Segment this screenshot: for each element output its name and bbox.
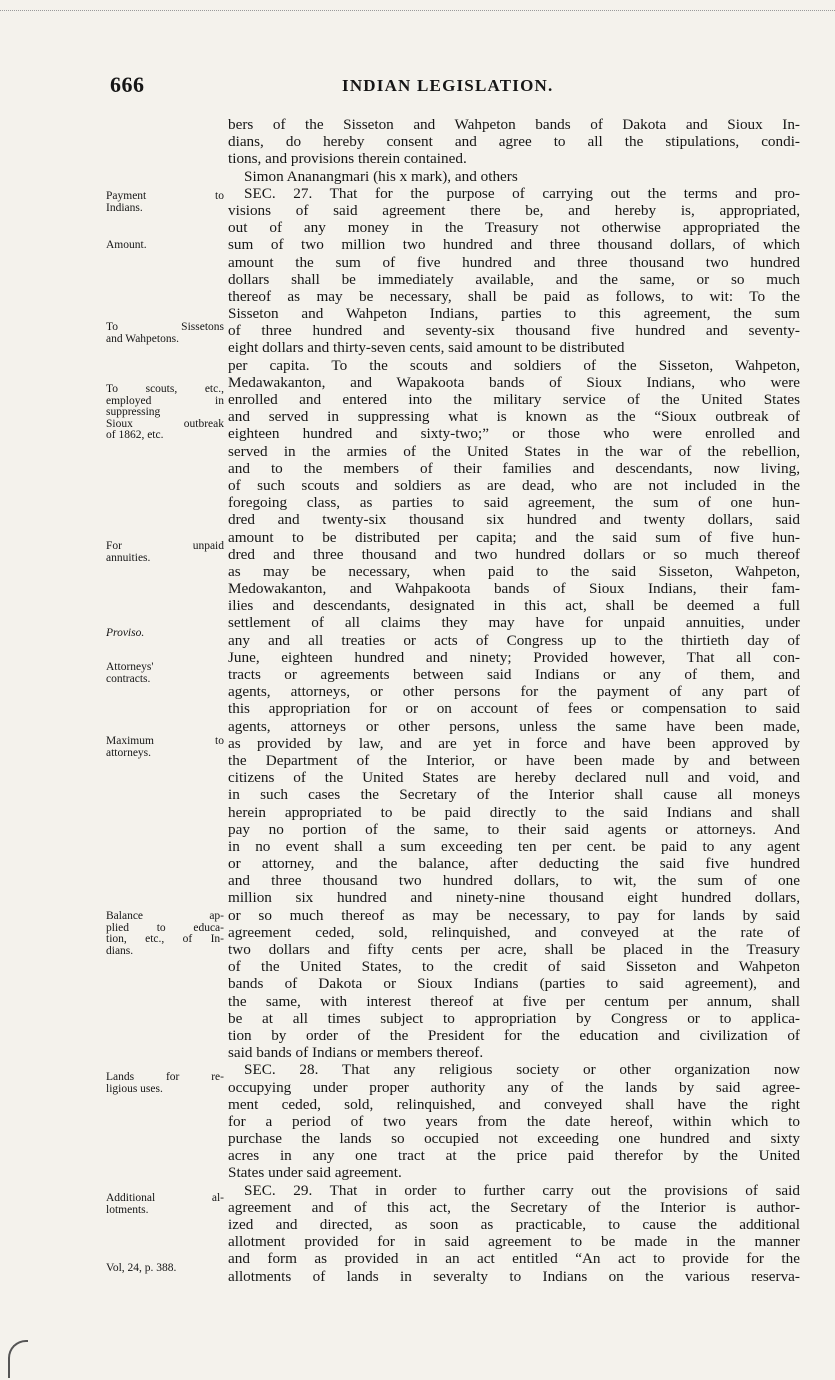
body-line: amount to be distributed per capita; and the said sum of five hun- bbox=[228, 528, 800, 546]
body-line: and three thousand two hundred dollars, to wit, the sum of one bbox=[228, 872, 800, 890]
margin-note-payment bbox=[106, 191, 224, 214]
body-line: herein appropriated to be paid directly to the said Indians and shall bbox=[228, 803, 800, 821]
margin-note-line: To Sissetons bbox=[106, 321, 224, 333]
body-line: visions of said agreement there be, and hereby is, appropriated, bbox=[228, 201, 800, 219]
body-line: dians, do hereby consent and agree to all the stipulations, condi- bbox=[228, 133, 800, 151]
body-line: tions, and provisions therein contained. bbox=[228, 150, 467, 168]
body-line: sum of two million two hundred and three thousand dollars, of which bbox=[228, 236, 800, 254]
margin-note-line: Additional al- bbox=[106, 1192, 224, 1204]
page-corner-mark bbox=[8, 1340, 28, 1378]
body-line: amount the sum of five hundred and three thousand two hundred bbox=[228, 253, 800, 271]
body-line: as provided by law, and are yet in force and have been approved by bbox=[228, 734, 800, 752]
body-line: in no event shall a sum exceeding ten per cent. be paid to any agent bbox=[228, 837, 800, 855]
body-line: agents, attorneys or other persons, unless the same have been made, bbox=[228, 717, 800, 735]
margin-note-line: Sioux outbreak bbox=[106, 417, 224, 430]
body-line: per capita. To the scouts and soldiers of the Sisseton, Wahpeton, bbox=[228, 356, 800, 374]
body-line: out of any money in the Treasury not otherwise appropriated the bbox=[228, 219, 800, 237]
margin-note-line: attorneys. bbox=[106, 746, 152, 759]
margin-note-line: Payment to bbox=[106, 190, 224, 202]
body-line: and form as provided in an act entitled “An act to provide for the bbox=[228, 1250, 800, 1268]
body-line: and to the members of their families and descendants, now living, bbox=[228, 459, 800, 477]
margin-note-line: employed in bbox=[106, 394, 224, 407]
body-line: or so much thereof as may be necessary, to pay for lands by said bbox=[228, 906, 800, 924]
body-line: the Department of the Interior, or have been made by and between bbox=[228, 751, 800, 769]
body-line: bers of the Sisseton and Wahpeton bands of Dakota and Sioux In- bbox=[228, 116, 800, 133]
body-line: SEC. 29. That in order to further carry out the provisions of said bbox=[244, 1181, 800, 1199]
margin-note-line: dians. bbox=[106, 944, 134, 957]
body-line: eight dollars and thirty-seven cents, said amount to be distributed bbox=[228, 339, 625, 357]
body-line: as may be necessary, when paid to the said Sisseton, Wahpeton, bbox=[228, 562, 800, 580]
body-line: two dollars and fifty cents per acre, shall be placed in the Treasury bbox=[228, 941, 800, 958]
body-line: for a period of two years from the date hereof, within which to bbox=[228, 1112, 800, 1130]
running-title: INDIAN LEGISLATION. bbox=[342, 76, 554, 95]
body-line: dollars shall be immediately available, and the same, or so much bbox=[228, 270, 800, 288]
margin-note-line: plied to educa- bbox=[106, 921, 224, 934]
body-line: million six hundred and ninety-nine thousand eight hundred dollars, bbox=[228, 889, 800, 907]
body-line: SEC. 27. That for the purpose of carrying out the terms and pro- bbox=[244, 184, 800, 202]
margin-note-unpaid-annuities bbox=[106, 541, 224, 564]
body-line: foregoing class, as parties to said agreement, the sum of one hun- bbox=[228, 494, 800, 512]
body-line: occupying under proper authority any of the lands by said agree- bbox=[228, 1078, 800, 1096]
body-line: in such cases the Secretary of the Interior shall cause all moneys bbox=[228, 786, 800, 804]
margin-note-line: Vol, 24, p. 388. bbox=[106, 1262, 177, 1274]
margin-note-statute-reference bbox=[106, 1263, 224, 1275]
body-line: agreement and of this act, the Secretary of the Interior is author- bbox=[228, 1198, 800, 1216]
body-line: ized and directed, as soon as practicable, to cause the additional bbox=[228, 1216, 800, 1233]
body-line: bands of Dakota or Sioux Indians (parties to said agreement), and bbox=[228, 975, 800, 993]
body-line: this appropriation for or on account of fees or compensation to said bbox=[228, 700, 800, 718]
margin-note-line: Proviso. bbox=[106, 627, 145, 639]
margin-note-maximum-attorneys bbox=[106, 736, 224, 759]
body-line: June, eighteen hundred and ninety; Provided however, That all con- bbox=[228, 648, 800, 666]
margin-note-sissetons bbox=[106, 322, 224, 345]
margin-note-line: To scouts, etc., bbox=[106, 383, 224, 395]
margin-note-line: Balance ap- bbox=[106, 910, 224, 922]
body-line: Sisseton and Wahpeton Indians, parties to this agreement, the sum bbox=[228, 305, 800, 323]
margin-note-amount bbox=[106, 240, 224, 252]
body-line: any and all treaties or acts of Congress up to the thirtieth day of bbox=[228, 631, 800, 649]
body-line: of the United States, to the credit of said Sisseton and Wahpeton bbox=[228, 958, 800, 976]
margin-note-line: annuities. bbox=[106, 551, 151, 564]
margin-note-additional-allotments bbox=[106, 1193, 224, 1216]
body-line: of three hundred and seventy-six thousand five hundred and seventy- bbox=[228, 322, 800, 340]
body-line: Simon Ananangmari (his x mark), and others bbox=[244, 167, 518, 185]
margin-note-proviso bbox=[106, 628, 224, 640]
body-line: citizens of the United States are hereby declared null and void, and bbox=[228, 769, 800, 787]
body-line: agreement ceded, sold, relinquished, and conveyed at the rate of bbox=[228, 923, 800, 941]
margin-note-line: contracts. bbox=[106, 672, 151, 685]
body-line: tion by order of the President for the education and civilization of bbox=[228, 1026, 800, 1044]
body-line: said bands of Indians or members thereof. bbox=[228, 1044, 484, 1062]
body-line: enrolled and entered into the military service of the United States bbox=[228, 391, 800, 408]
body-line: dred and three thousand and two hundred dollars or so much thereof bbox=[228, 545, 800, 563]
body-line: thereof as may be necessary, shall be paid as follows, to wit: To the bbox=[228, 287, 800, 305]
body-line: served in the armies of the United States in the war of the rebellion, bbox=[228, 442, 800, 460]
margin-note-line: ligious uses. bbox=[106, 1082, 163, 1095]
margin-note-balance bbox=[106, 911, 224, 957]
margin-note-religious-lands bbox=[106, 1072, 224, 1095]
body-line: or attorney, and the balance, after deducting the said five hundred bbox=[228, 855, 800, 873]
body-line: acres in any one tract at the price paid therefor by the United bbox=[228, 1147, 800, 1165]
body-line: settlement of all claims they may have for unpaid annuities, under bbox=[228, 614, 800, 632]
body-line: Medowakanton, and Wahpakoota bands of Sioux Indians, their fam- bbox=[228, 580, 800, 598]
margin-note-line: suppressing bbox=[106, 406, 161, 419]
body-line: the same, with interest thereof at five per centum per annum, shall bbox=[228, 992, 800, 1010]
margin-note-line: Maximum to bbox=[106, 735, 224, 747]
margin-note-line: Amount. bbox=[106, 239, 147, 251]
margin-note-line: For unpaid bbox=[106, 540, 224, 552]
body-line: SEC. 28. That any religious society or other organization now bbox=[244, 1061, 800, 1079]
page-top-edge bbox=[0, 0, 835, 11]
body-line: eighteen hundred and sixty-two;” or those who were enrolled and bbox=[228, 425, 800, 443]
margin-note-line: and Wahpetons. bbox=[106, 332, 179, 345]
body-line: and served in suppressing what is known as the “Sioux outbreak of bbox=[228, 408, 800, 426]
margin-note-line: of 1862, etc. bbox=[106, 429, 164, 442]
body-line: allotment provided for in said agreement to be made in the manner bbox=[228, 1233, 800, 1251]
margin-note-line: Lands for re- bbox=[106, 1071, 224, 1083]
margin-note-scouts bbox=[106, 384, 224, 442]
body-line: allotments of lands in severalty to Indians on the various reserva- bbox=[228, 1267, 800, 1285]
body-line: purchase the lands so occupied not exceeding one hundred and sixty bbox=[228, 1130, 800, 1148]
margin-note-line: tion, etc., of In- bbox=[106, 933, 224, 946]
margin-note-line: Indians. bbox=[106, 201, 143, 214]
body-text bbox=[228, 116, 800, 1285]
page-number: 666 bbox=[110, 72, 145, 97]
body-line: Medawakanton, and Wapakoota bands of Sioux Indians, who were bbox=[228, 373, 800, 391]
body-line: of such scouts and soldiers as are dead, who are not included in the bbox=[228, 476, 800, 494]
body-line: pay no portion of the same, to their said agents or attorneys. And bbox=[228, 820, 800, 838]
margin-note-attorneys-contracts bbox=[106, 662, 224, 685]
body-line: States under said agreement. bbox=[228, 1164, 402, 1182]
margin-note-line: lotments. bbox=[106, 1203, 149, 1216]
body-line: agents, attorneys, or other persons for the payment of any part of bbox=[228, 683, 800, 701]
body-line: ilies and descendants, designated in this act, shall be deemed a full bbox=[228, 597, 800, 615]
body-line: tracts or agreements between said Indians or any of them, and bbox=[228, 666, 800, 683]
margin-note-line: Attorneys' bbox=[106, 661, 154, 673]
body-line: be at all times subject to appropriation by Congress or to applica- bbox=[228, 1009, 800, 1027]
body-line: dred and twenty-six thousand six hundred and twenty dollars, said bbox=[228, 511, 800, 529]
body-line: ment ceded, sold, relinquished, and conveyed shall have the right bbox=[228, 1095, 800, 1113]
